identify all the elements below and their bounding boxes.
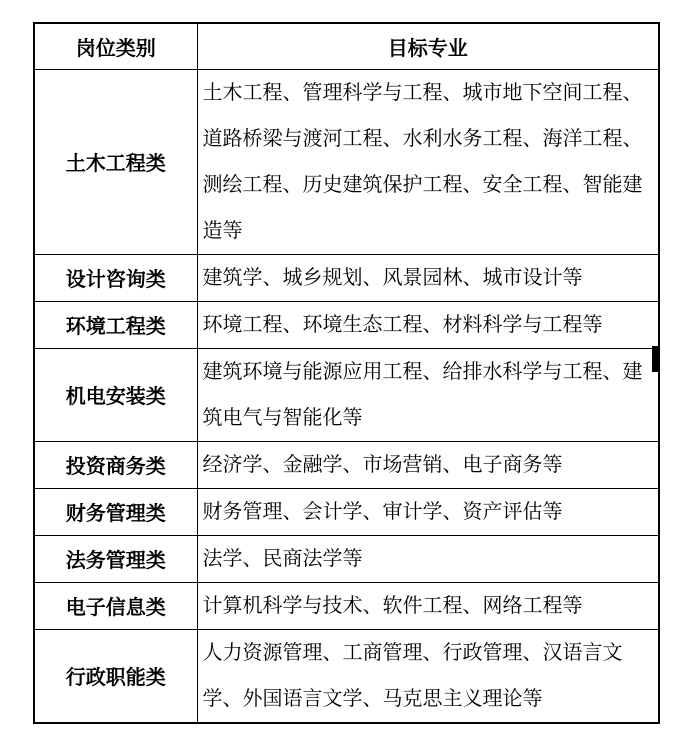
table-row	[34, 69, 659, 254]
table-row	[34, 301, 659, 348]
table-row	[34, 629, 659, 723]
table-row	[34, 582, 659, 629]
right-border-marker	[652, 346, 660, 372]
majors-cell: 人力资源管理、工商管理、行政管理、汉语言文学、外国语言文学、马克思主义理论等	[197, 629, 659, 723]
majors-cell: 财务管理、会计学、审计学、资产评估等	[197, 488, 659, 535]
header-category: 岗位类别	[34, 23, 197, 69]
job-categories-table	[33, 22, 660, 724]
majors-cell: 建筑环境与能源应用工程、给排水科学与工程、建筑电气与智能化等	[197, 348, 659, 441]
table-row	[34, 535, 659, 582]
table-row	[34, 488, 659, 535]
majors-cell: 建筑学、城乡规划、风景园林、城市设计等	[197, 254, 659, 301]
category-cell: 投资商务类	[34, 441, 197, 488]
category-cell: 土木工程类	[34, 69, 197, 254]
majors-cell: 法学、民商法学等	[197, 535, 659, 582]
table-row	[34, 348, 659, 441]
majors-cell: 经济学、金融学、市场营销、电子商务等	[197, 441, 659, 488]
category-cell: 环境工程类	[34, 301, 197, 348]
category-cell: 电子信息类	[34, 582, 197, 629]
category-cell: 法务管理类	[34, 535, 197, 582]
header-target-majors: 目标专业	[197, 23, 659, 69]
table-row	[34, 254, 659, 301]
category-cell: 机电安装类	[34, 348, 197, 441]
majors-cell: 土木工程、管理科学与工程、城市地下空间工程、道路桥梁与渡河工程、水利水务工程、海洋工程、测绘工程、历史建筑保护工程、安全工程、智能建造等	[197, 69, 659, 254]
table-body	[34, 69, 659, 723]
majors-cell: 环境工程、环境生态工程、材料科学与工程等	[197, 301, 659, 348]
table-row	[34, 441, 659, 488]
category-cell: 财务管理类	[34, 488, 197, 535]
majors-cell: 计算机科学与技术、软件工程、网络工程等	[197, 582, 659, 629]
category-cell: 设计咨询类	[34, 254, 197, 301]
table-header-row	[34, 23, 659, 69]
category-cell: 行政职能类	[34, 629, 197, 723]
